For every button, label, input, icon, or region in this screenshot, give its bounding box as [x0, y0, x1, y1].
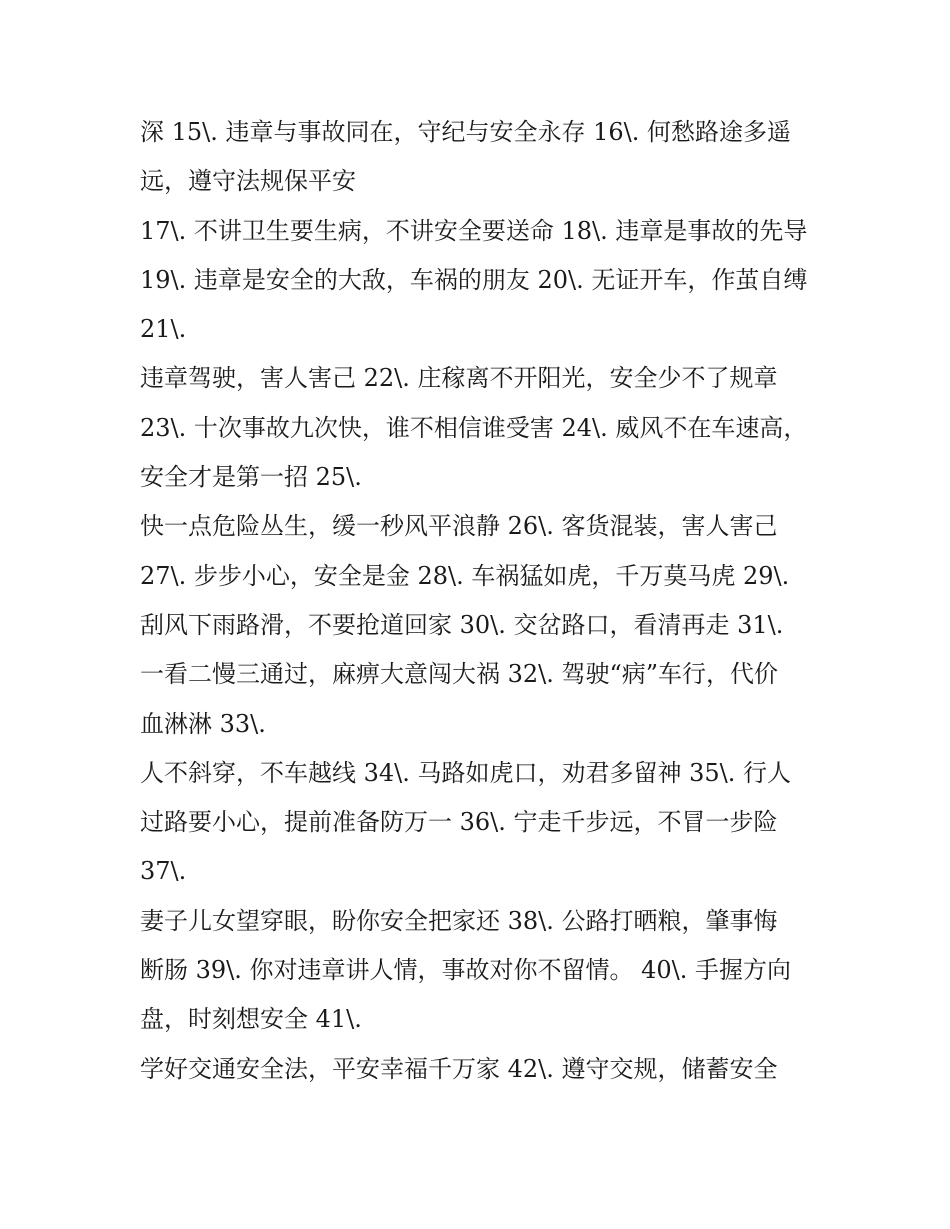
text-line: 盘，时刻想安全 41\. — [140, 1005, 362, 1034]
text-line: 刮风下雨路滑，不要抢道回家 30\. 交岔路口，看清再走 31\. — [140, 610, 784, 639]
text-line: 人不斜穿，不车越线 34\. 马路如虎口，劝君多留神 35\. 行人 — [140, 758, 792, 787]
text-line: 妻子儿女望穿眼，盼你安全把家还 38\. 公路打晒粮，肇事悔 — [140, 906, 778, 935]
text-line: 23\. 十次事故九次快，谁不相信谁受害 24\. 威风不在车速高， — [140, 413, 808, 442]
text-line: 断肠 39\. 你对违章讲人情，事故对你不留情。 40\. 手握方向 — [140, 956, 792, 985]
text-line: 一看二慢三通过，麻痹大意闯大祸 32\. 驾驶“病”车行，代价 — [140, 660, 779, 689]
text-line: 过路要小心，提前准备防万一 36\. 宁走千步远，不冒一步险 — [140, 808, 778, 837]
text-line: 19\. 违章是安全的大敌，车祸的朋友 20\. 无证开车，作茧自缚 — [140, 265, 808, 294]
text-line: 快一点危险丛生，缓一秒风平浪静 26\. 客货混装，害人害己 — [140, 512, 778, 541]
text-line: 学好交通安全法，平安幸福千万家 42\. 遵守交规，储蓄安全 — [140, 1054, 778, 1083]
text-line: 血淋淋 33\. — [140, 709, 266, 738]
text-line: 27\. 步步小心，安全是金 28\. 车祸猛如虎，千万莫马虎 29\. — [140, 561, 790, 590]
text-line: 违章驾驶，害人害己 22\. 庄稼离不开阳光，安全少不了规章 — [140, 364, 778, 393]
text-line: 17\. 不讲卫生要生病，不讲安全要送命 18\. 违章是事故的先导 — [140, 216, 808, 245]
text-line: 远，遵守法规保平安 — [140, 167, 356, 196]
text-line: 37\. — [140, 857, 187, 886]
text-line: 深 15\. 违章与事故同在，守纪与安全永存 16\. 何愁路途多遥 — [140, 118, 792, 146]
document-body — [140, 108, 830, 1094]
text-line: 安全才是第一招 25\. — [140, 463, 362, 492]
text-line: 21\. — [140, 315, 187, 344]
